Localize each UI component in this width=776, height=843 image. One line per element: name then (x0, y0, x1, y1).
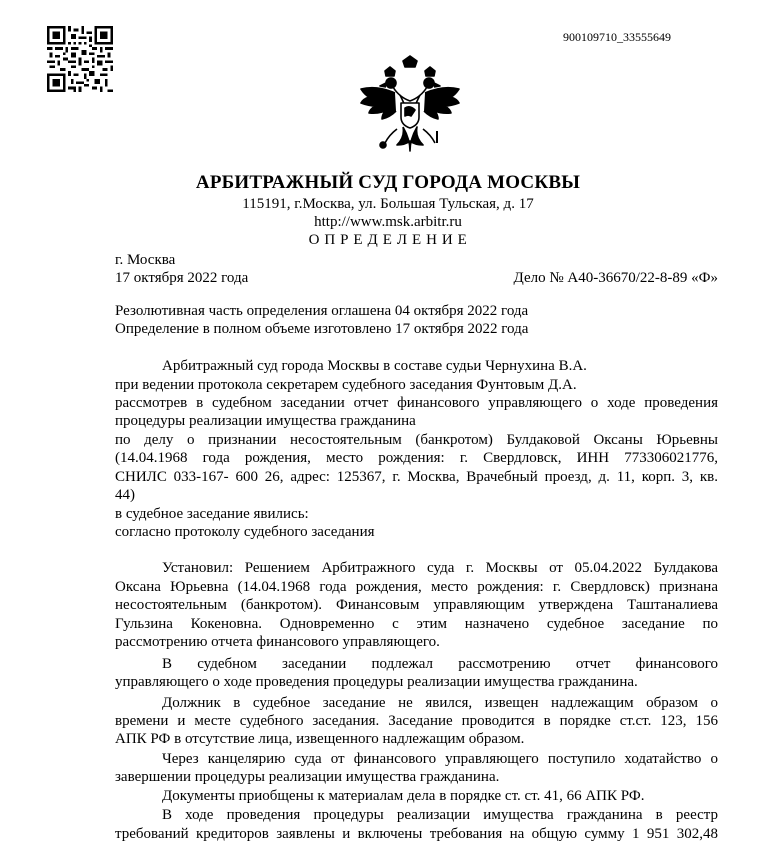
body-line: В ходе проведения процедуры реализации имущества гражданина в реестр (162, 807, 718, 823)
intro-line: согласно протоколу судебного заседания (115, 524, 375, 540)
court-website: http://www.msk.arbitr.ru (314, 214, 462, 230)
body-line: требований кредиторов заявлены и включены требования на общую сумму 1 951 302,48 (115, 826, 718, 842)
body-line: В судебном заседании подлежал рассмотрению отчет финансового (162, 656, 718, 672)
body-line: времени и месте судебного заседания. Заседание проводится в порядке ст.ст. 123, 156 (115, 713, 718, 729)
case-number: Дело № А40-36670/22-8-89 «Ф» (513, 270, 718, 286)
intro-line: по делу о признании несостоятельным (банкротом) Булдаковой Оксаны Юрьевны (115, 432, 718, 448)
intro-line: в судебное заседание явились: (115, 506, 309, 522)
qr-code (47, 26, 113, 92)
body-line: рассмотрению отчета финансового управляющего. (115, 634, 440, 650)
intro-line: СНИЛС 033-167- 600 26, адрес: 125367, г. Москва, Врачебный проезд, д. 11, корп. 3, кв. (115, 469, 718, 485)
body-line: Гульзина Кокеновна. Одновременно с этим назначено судебное заседание по (115, 616, 718, 632)
intro-line: при ведении протокола секретарем судебного заседания Фунтовым Д.А. (115, 377, 577, 393)
body-line: Оксана Юрьевна (14.04.1968 года рождения, место рождения: г. Свердловск) признана (115, 579, 718, 595)
intro-line: рассмотрев в судебном заседании отчет финансового управляющего о ходе проведения (115, 395, 718, 411)
body-line: несостоятельным (банкротом). Финансовым управляющим утверждена Таштаналиева (115, 597, 718, 613)
document-date: 17 октября 2022 года (115, 270, 249, 286)
resolution-announced: Резолютивная часть определения оглашена 04 октября 2022 года (115, 303, 529, 319)
city: г. Москва (115, 252, 176, 268)
document-type: О П Р Е Д Е Л Е Н И Е (308, 232, 468, 248)
intro-line: Арбитражный суд города Москвы в составе судьи Чернухина В.А. (162, 358, 587, 374)
court-address: 115191, г.Москва, ул. Большая Тульская, д. 17 (242, 196, 534, 212)
court-name: АРБИТРАЖНЫЙ СУД ГОРОДА МОСКВЫ (195, 172, 581, 193)
intro-line: 44) (115, 487, 135, 503)
body-line: управляющего о ходе проведения процедуры реализации имущества гражданина. (115, 674, 638, 690)
body-line: Через канцелярию суда от финансового управляющего поступило ходатайство о (162, 751, 718, 767)
document-id: 900109710_33555649 (563, 30, 671, 44)
body-line: АПК РФ в отсутствие лица, извещенного надлежащим образом. (115, 731, 525, 747)
body-line: Установил: Решением Арбитражного суда г. Москвы от 05.04.2022 Булдакова (162, 560, 718, 576)
full-text-date: Определение в полном объеме изготовлено 17 октября 2022 года (115, 321, 529, 337)
body-line: Документы приобщены к материалам дела в порядке ст. ст. 41, 66 АПК РФ. (162, 788, 645, 804)
intro-line: процедуры реализации имущества гражданина (115, 413, 416, 429)
coat-of-arms-emblem (355, 55, 465, 165)
body-line: завершении процедуры реализации имущества гражданина. (115, 769, 500, 785)
intro-line: (14.04.1968 года рождения, место рождения: г. Свердловск, ИНН 773306021776, (115, 450, 718, 466)
body-line: Должник в судебное заседание не явился, извещен надлежащим образом о (162, 695, 718, 711)
